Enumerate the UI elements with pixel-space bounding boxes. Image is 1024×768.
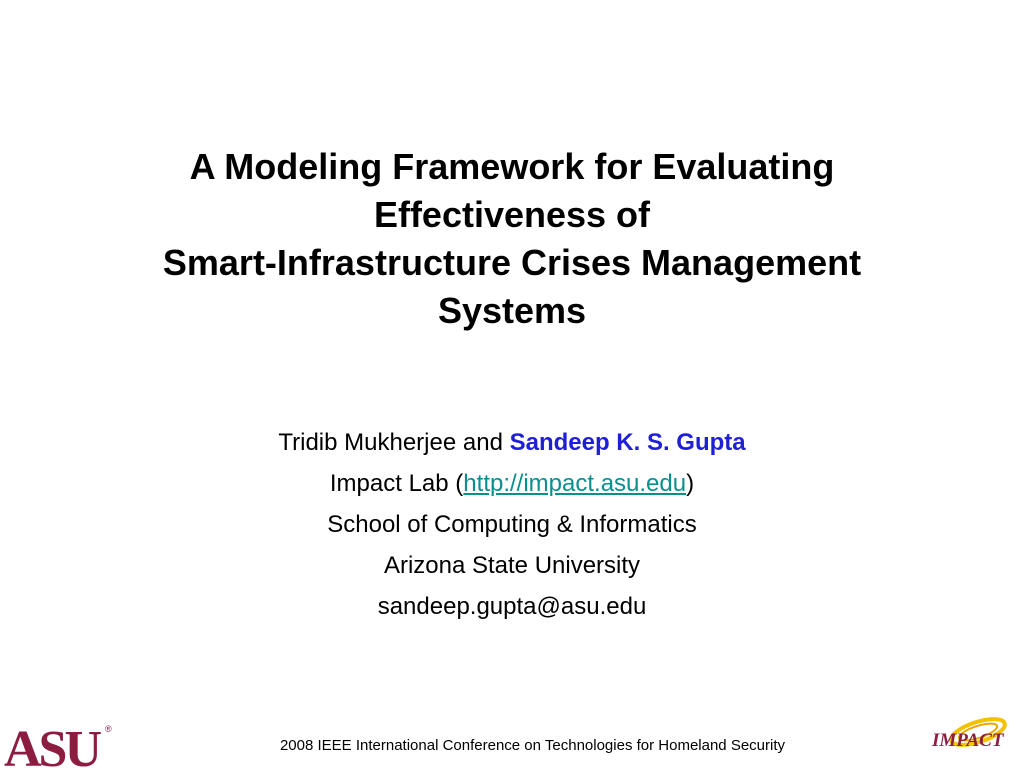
title-line-3: Smart-Infrastructure Crises Management — [162, 242, 862, 283]
first-author: Tridib Mukherjee and — [278, 429, 510, 456]
title-line-4: Systems — [437, 290, 587, 331]
author-block — [100, 422, 924, 627]
impact-logo-text: IMPACT — [932, 730, 1004, 751]
impact-logo-icon — [926, 712, 1010, 760]
lab-suffix: ) — [686, 470, 695, 497]
lab-prefix: Impact Lab ( — [329, 470, 464, 497]
slide-title — [80, 143, 944, 335]
asu-logo-text: ASU — [4, 721, 100, 768]
asu-registered-mark: ® — [105, 724, 112, 734]
footer-conference: 2008 IEEE International Conference on Technologies for Homeland Security — [279, 737, 786, 754]
lab-url-link[interactable]: http://impact.asu.edu — [463, 470, 687, 497]
asu-logo-icon — [2, 719, 114, 768]
email-line: sandeep.gupta@asu.edu — [377, 593, 647, 620]
title-line-1: A Modeling Framework for Evaluating — [189, 146, 835, 187]
university-line: Arizona State University — [383, 552, 641, 579]
title-line-2: Effectiveness of — [373, 194, 651, 235]
lab-line — [100, 463, 924, 504]
highlighted-author: Sandeep K. S. Gupta — [509, 429, 746, 456]
author-line — [100, 422, 924, 463]
school-line: School of Computing & Informatics — [327, 511, 697, 538]
